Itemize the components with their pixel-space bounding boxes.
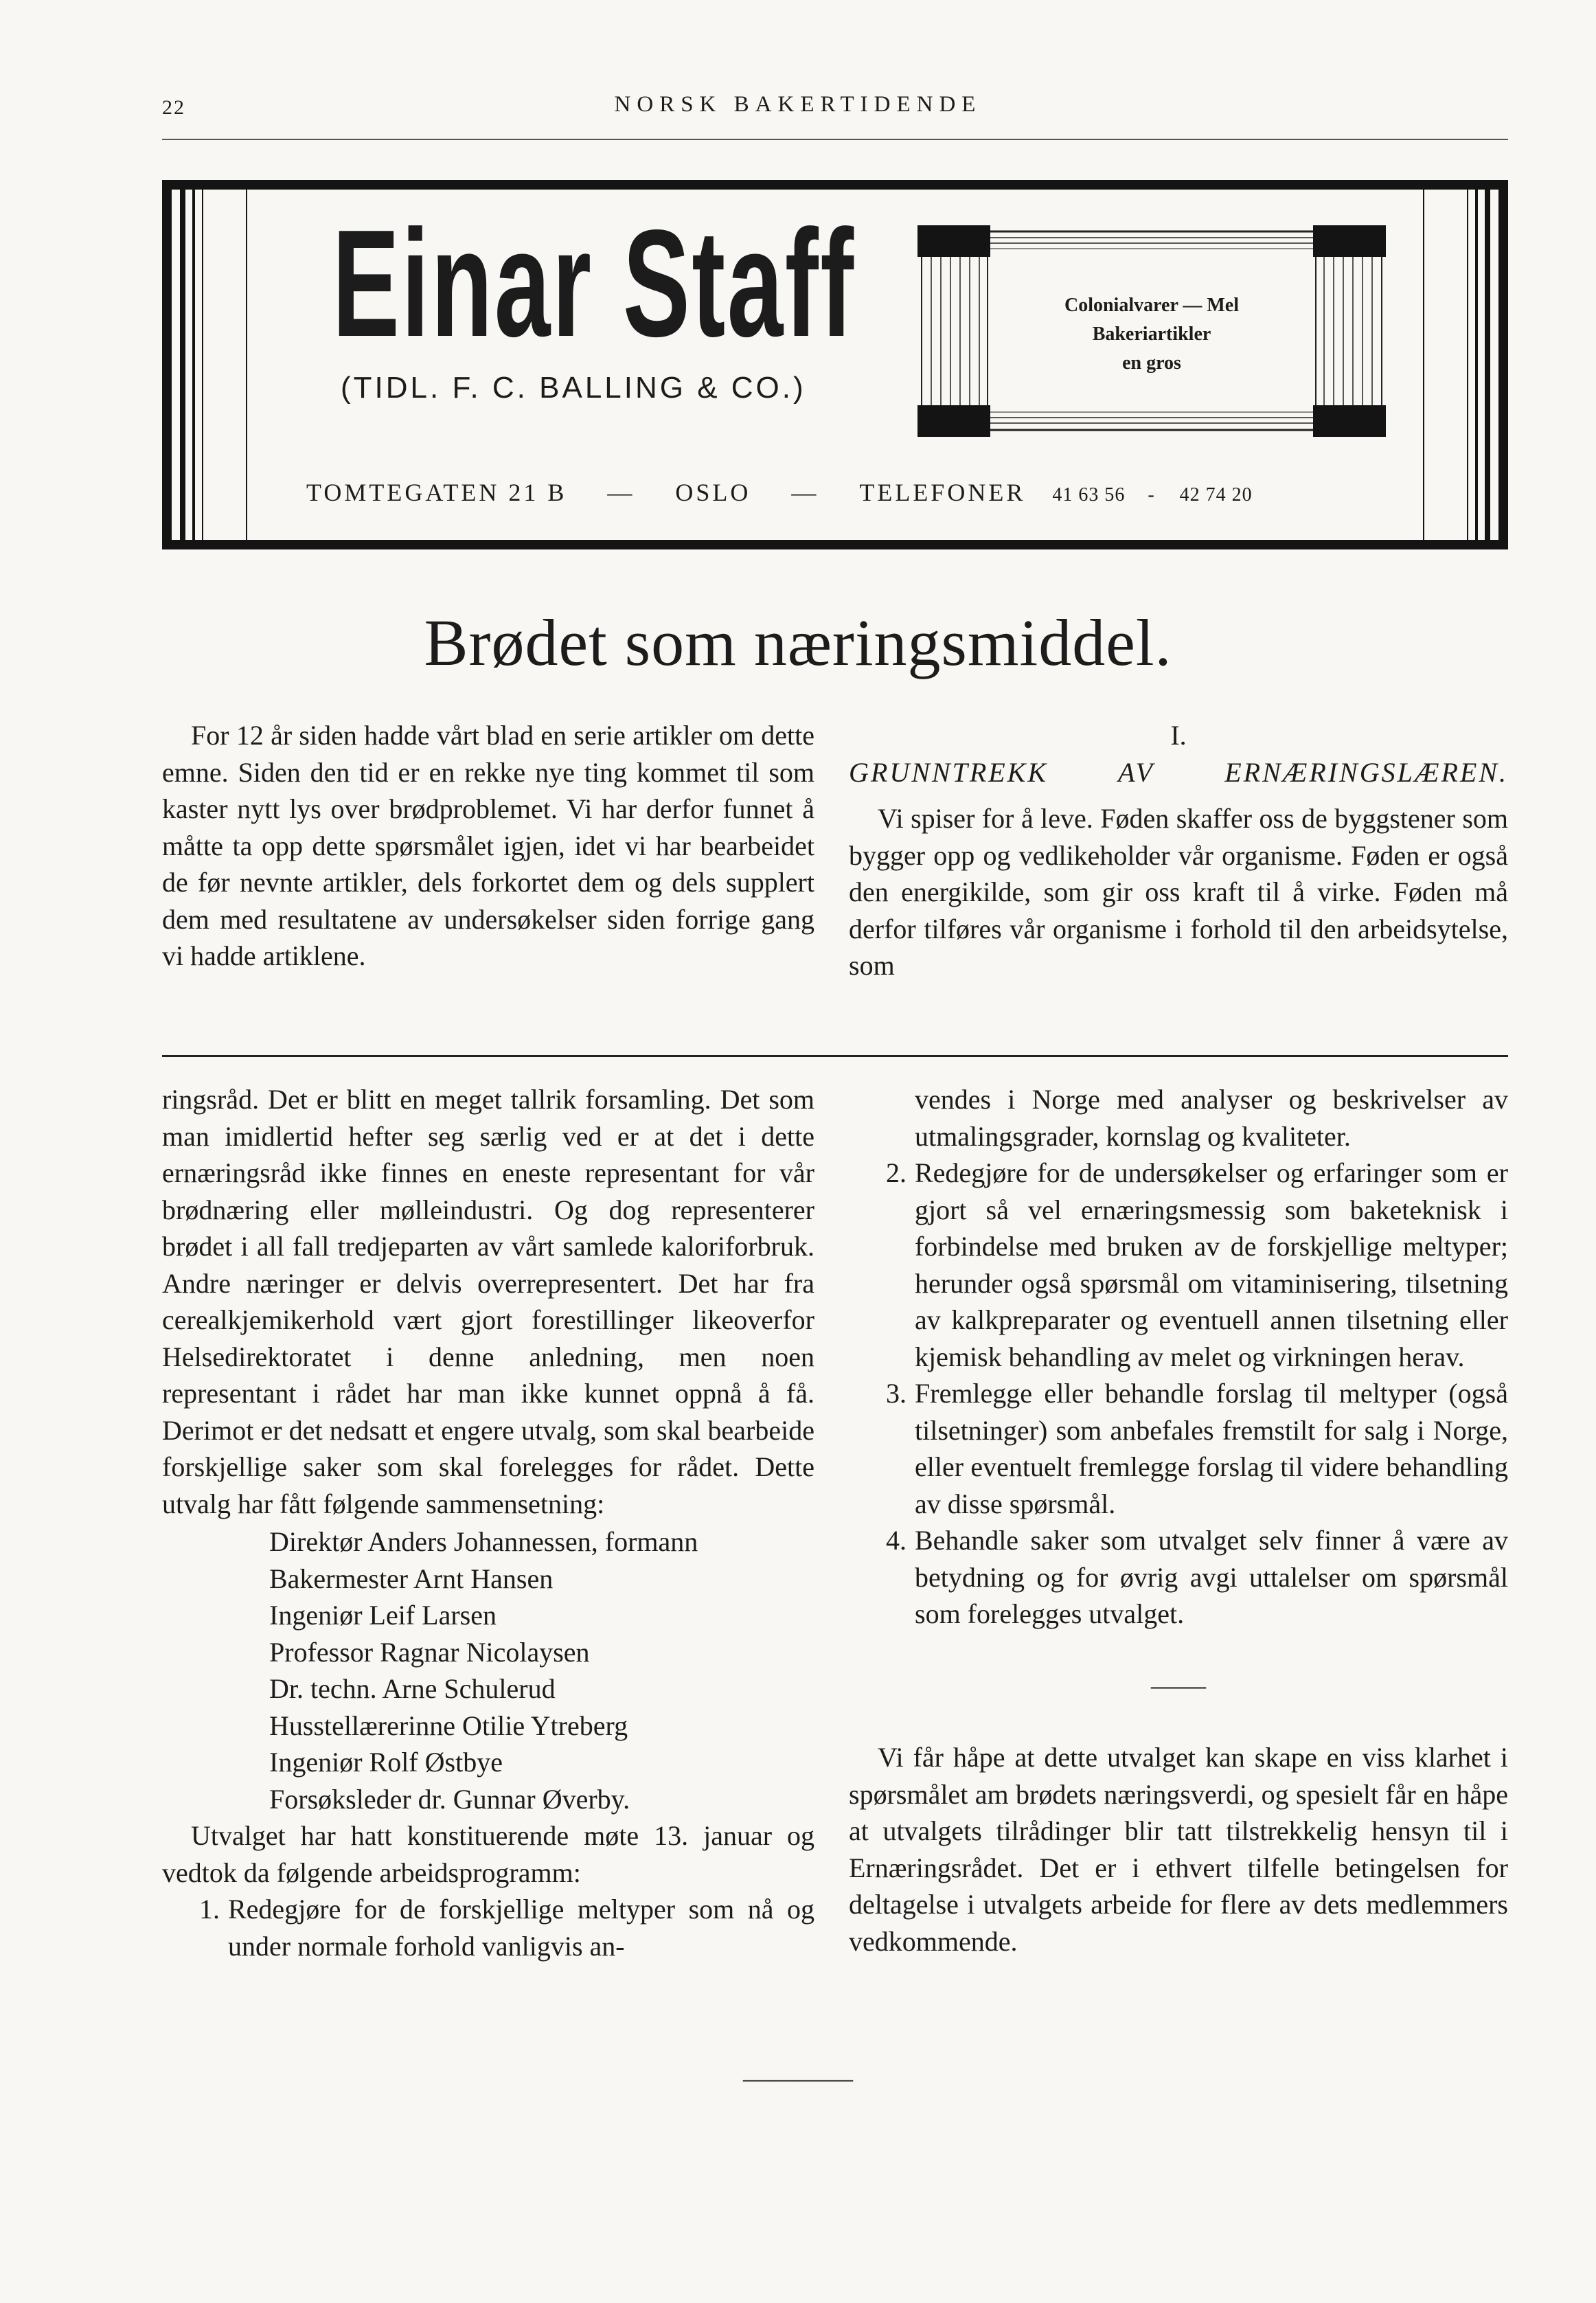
city: OSLO [675,479,751,506]
program-item [849,1155,1508,1375]
program-item-text: Fremlegge eller behandle forslag til meltyper (også tilsetninger) som anbefales fremstilt for salg i Norge, eller eventuelt fremlegge forslag til videre behandling av disse spørsmål. [915,1378,1508,1519]
goods-line: Colonialvarer — Mel [1064,295,1240,316]
committee-member: Ingeniør Rolf Østbye [269,1747,503,1778]
committee-members [269,1523,814,1817]
goods-panel [917,225,1386,437]
phone-number: 41 63 56 [1052,484,1126,506]
street-address: TOMTEGATEN 21 B [306,479,567,506]
program-item-number: 3. [886,1378,907,1409]
section-paragraph: Vi spiser for å leve. Føden skaffer oss de byggstener som bygger opp og vedlikeholder vår organisme. Føden er også den energikilde, som gir oss kraft til å virke. Føden må derfor tilføres vår organisme i forhold til den arbeidsytelse, som [849,803,1508,981]
committee-member: Direktør Anders Johannessen, formann [269,1526,698,1557]
separator: — [791,479,819,506]
body-left-column [162,1081,814,1964]
program-item-number: 2. [886,1157,907,1188]
body-paragraph: ringsråd. Det er blitt en meget tallrik forsamling. Det som man imidlertid hefter seg særlig ved er at det i dette ernæringsråd ikke finnes en eneste representant for vår brødnæring eller mølleindustri. Og dog representerer brødet i all fall tredjeparten av vårt samlede kaloriforbruk. Andre næringer er delvis overrepresentert. Det har fra cerealkjemikerhold vært gjort forestillinger likeoverfor Helsedirektoratet i denne anledning, men noen representant i rådet har man ikke kunnet oppnå å få. Derimot er det nedsatt et engere utvalg, som skal bearbeide forskjellige saker som skal forelegges for rådet. Dette utvalg har fått følgende sammensetning: [162,1084,814,1519]
program-item-text: Redegjøre for de forskjellige meltyper som nå og under normale forhold vanligvis an- [228,1894,814,1962]
program-item [849,1522,1508,1633]
phone-separator: - [1148,484,1157,506]
end-mark: ———— [743,2063,853,2094]
phone-number: 42 74 20 [1179,484,1253,506]
column-break-rule [162,1055,1508,1057]
company-name: Einar Staff [332,198,856,369]
goods-line: en gros [1122,352,1181,374]
closing-paragraph: Vi får håpe at dette utvalget kan skape en viss klarhet i spørsmålet am brødets næringsverdi, og spesielt får en håpe at utvalgets tilrådinger blir tatt tilstrekkelig hensyn til i Ernæringsrådet. Det er i ethvert tilfelle betingelsen for deltagelse i utvalgets arbeide for flere av dets medlemmers vedkommende. [849,1742,1508,1957]
section-divider: —— [1151,1669,1206,1701]
committee-member: Professor Ragnar Nicolaysen [269,1636,590,1668]
program-item-text: Redegjøre for de undersøkelser og erfaringer som er gjort så vel ernæringsmessig som baketeknisk i forbindelse med bruken av de forskjellige meltyper; herunder også spørsmål om vitaminisering, tilsetning av kalkpreparater og eventuell annen tilsetning eller kjemisk behandling av melet og virkningen herav. [915,1157,1508,1372]
committee-member: Husstellærerinne Otilie Ytreberg [269,1710,628,1741]
program-item-number: 4. [886,1525,907,1556]
phone-label: TELEFONER [859,479,1026,506]
committee-member: Ingeniør Leif Larsen [269,1600,497,1631]
separator: — [607,479,635,506]
intro-column [162,717,814,975]
advertisement-box [162,180,1508,549]
company-former-name: (TIDL. F. C. BALLING & CO.) [341,371,806,405]
article-title: Brødet som næringsmiddel. [424,606,1172,679]
running-title: NORSK BAKERTIDENDE [614,92,982,117]
section-heading: GRUNNTREKK AV ERNÆRINGSLÆREN. [849,756,1508,788]
program-item-number: 1. [199,1894,220,1925]
program-item-text: Behandle saker som utvalget selv finner å være av betydning og for øvrig avgi uttalelser om spørsmål som forelegges utvalget. [915,1525,1508,1629]
intro-paragraph: For 12 år siden hadde vårt blad en serie artikler om dette emne. Siden den tid er en rekke nye ting kommet til som kaster nytt lys over brødproblemet. Vi har derfor funnet å måtte ta opp dette spørsmålet igjen, idet vi har bearbeidet de før nevnte artikler, dels forkortet dem og dels supplert dem med resultatene av undersøkelser siden forrige gang vi hadde artiklene. [162,720,814,971]
committee-member: Bakermester Arnt Hansen [269,1563,554,1594]
work-program-list [162,1891,814,1964]
section-column [849,717,1508,984]
program-item [849,1375,1508,1522]
work-program-list [849,1155,1508,1633]
body-right-column [849,1081,1508,1960]
ad-frame-top [162,180,1508,190]
ad-frame-bottom [162,540,1508,549]
goods-text [1007,291,1297,378]
committee-member: Forsøksleder dr. Gunnar Øverby. [269,1783,630,1815]
goods-line: Bakeriartikler [1092,324,1211,345]
body-paragraph: Utvalget har hatt konstituerende møte 13. januar og vedtok da følgende arbeidsprogramm: [162,1820,814,1888]
committee-member: Dr. techn. Arne Schulerud [269,1673,556,1704]
header-rule [162,139,1508,140]
ad-address-line [306,478,1405,507]
page-number: 22 [162,96,185,119]
program-item-continuation: vendes i Norge med analyser og beskrivelser av utmalingsgrader, kornslag og kvaliteter. [915,1084,1508,1152]
section-number: I. [1170,720,1187,751]
program-item [162,1891,814,1964]
